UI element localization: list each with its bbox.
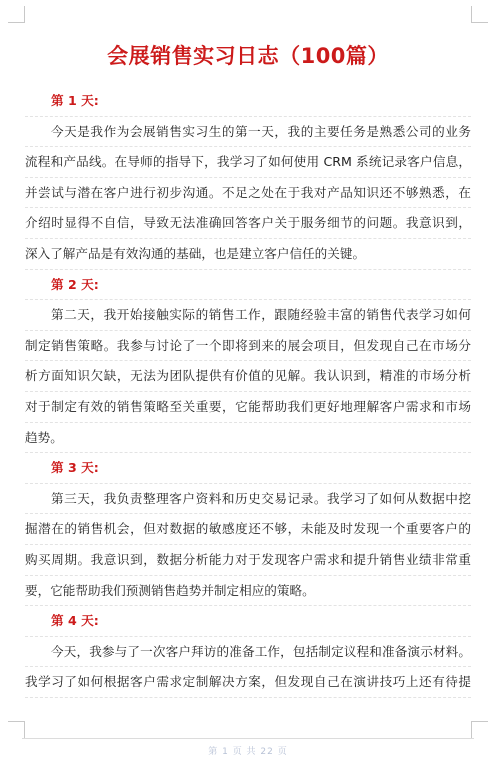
paragraph-line: 趋势。 [25,423,471,454]
crop-mark-top-right [471,6,488,23]
paragraph-line: 对于制定有效的销售策略至关重要，它能帮助我们更好地理解客户需求和市场 [25,392,471,423]
paragraph-line: 第二天，我开始接触实际的销售工作，跟随经验丰富的销售代表学习如何 [25,300,471,331]
paragraph-line: 深入了解产品是有效沟通的基础，也是建立客户信任的关键。 [25,239,471,270]
day-heading: 第 2 天: [25,270,471,301]
paragraph-line: 并尝试与潜在客户进行初步沟通。不足之处在于我对产品知识还不够熟悉，在 [25,178,471,209]
footer-divider [22,738,474,739]
paragraph-line: 掘潜在的销售机会，但对数据的敏感度还不够，未能及时发现一个重要客户的 [25,514,471,545]
document-body [25,86,471,698]
paragraph-line: 介绍时显得不自信，导致无法准确回答客户关于服务细节的问题。我意识到， [25,208,471,239]
paragraph-line: 析方面知识欠缺，无法为团队提供有价值的见解。我认识到，精准的市场分析 [25,361,471,392]
day-heading: 第 1 天: [25,86,471,117]
crop-mark-top-left [8,6,25,23]
paragraph-line: 今天，我参与了一次客户拜访的准备工作，包括制定议程和准备演示材料。 [25,637,471,668]
page-number: 第 1 页 共 22 页 [208,747,288,757]
day-heading: 第 3 天: [25,453,471,484]
paragraph-line: 流程和产品线。在导师的指导下，我学习了如何使用 CRM 系统记录客户信息， [25,147,471,178]
paragraph-line: 我学习了如何根据客户需求定制解决方案，但发现自己在演讲技巧上还有待提 [25,667,471,698]
paragraph-line: 要，它能帮助我们预测销售趋势并制定相应的策略。 [25,576,471,607]
document-title: 会展销售实习日志（100篇） [107,44,389,68]
paragraph-line: 制定销售策略。我参与讨论了一个即将到来的展会项目，但发现自己在市场分 [25,331,471,362]
paragraph-line: 今天是我作为会展销售实习生的第一天，我的主要任务是熟悉公司的业务 [25,117,471,148]
crop-mark-bottom-left [8,721,25,738]
paragraph-line: 购买周期。我意识到，数据分析能力对于发现客户需求和提升销售业绩非常重 [25,545,471,576]
crop-mark-bottom-right [471,721,488,738]
day-heading: 第 4 天: [25,606,471,637]
paragraph-line: 第三天，我负责整理客户资料和历史交易记录。我学习了如何从数据中挖 [25,484,471,515]
